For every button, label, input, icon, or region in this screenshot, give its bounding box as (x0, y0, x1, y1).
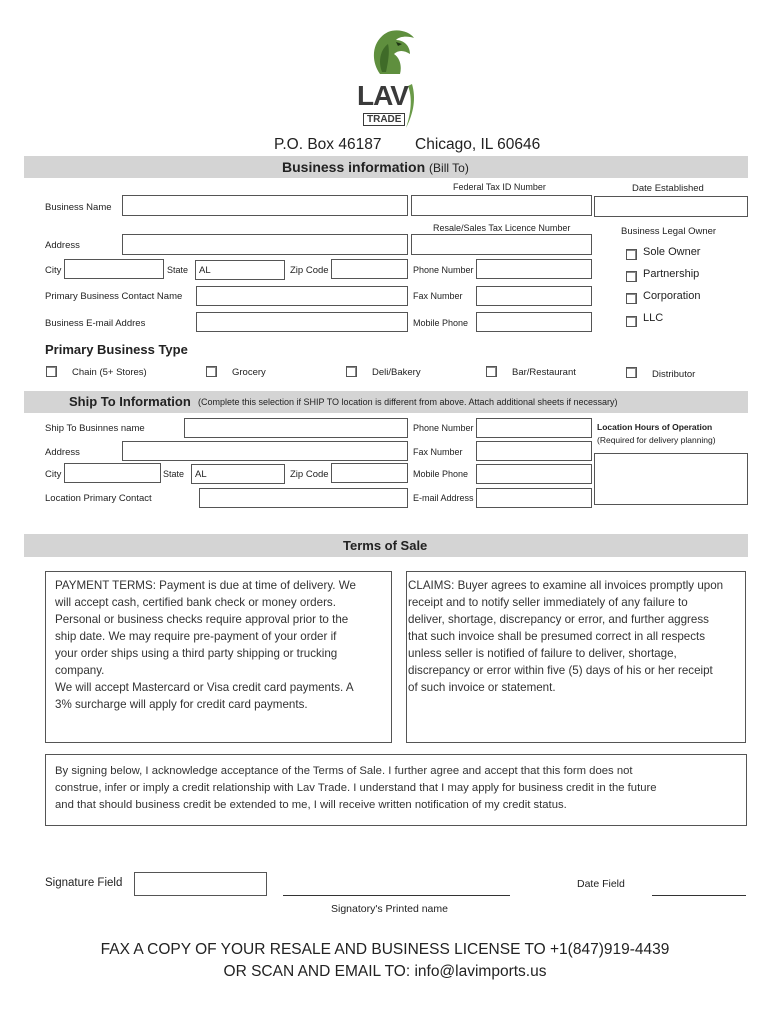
date-established-label: Date Established (632, 183, 704, 194)
zip-code-input[interactable] (331, 259, 408, 279)
logo-brand: LAV (357, 80, 408, 111)
payment-line: will accept cash, certified bank check or money orders. (55, 596, 336, 609)
ship-to-title: Ship To Information (69, 394, 191, 409)
payment-terms-box (45, 571, 392, 743)
date-line[interactable] (652, 895, 746, 896)
acknowledge-line: and that should business credit be extended to me, I will receive written notification of my credit status. (55, 799, 567, 811)
bill-to-text: (Bill To) (429, 161, 469, 175)
bar-restaurant-checkbox[interactable] (486, 366, 497, 377)
claims-line: deliver, shortage, discrepancy or error, and further aggress (408, 613, 709, 626)
sole-owner-label: Sole Owner (643, 246, 701, 258)
claims-line: of such invoice or statement. (408, 681, 556, 694)
resale-license-label: Resale/Sales Tax Licence Number (433, 223, 571, 233)
ship-name-input[interactable] (184, 418, 408, 438)
resale-license-input[interactable] (411, 234, 592, 255)
mobile-input[interactable] (476, 312, 592, 332)
federal-tax-id-label: Federal Tax ID Number (453, 182, 546, 192)
ship-email-label: E-mail Address (413, 493, 474, 503)
ship-phone-label: Phone Number (413, 423, 474, 433)
ship-zip-input[interactable] (331, 463, 408, 483)
distributor-label: Distributor (652, 369, 696, 380)
ship-name-label: Ship To Businnes name (45, 423, 145, 434)
footer-email: OR SCAN AND EMAIL TO: info@lavimports.us (223, 963, 547, 980)
llc-checkbox[interactable] (626, 316, 637, 327)
ship-city-input[interactable] (64, 463, 161, 483)
ship-state-select[interactable]: AL (191, 464, 285, 484)
legal-owner-label: Business Legal Owner (621, 226, 717, 237)
primary-contact-input[interactable] (196, 286, 408, 306)
claims-line: unless seller is notified of failure to deliver, shortage, (408, 647, 677, 660)
bar-restaurant-label: Bar/Restaurant (512, 367, 576, 378)
claims-line: that such invoice shall be presumed correct in all respects (408, 630, 706, 643)
acknowledge-line: By signing below, I acknowledge acceptance of the Terms of Sale. I further agree and accept that this form does not (55, 765, 633, 777)
partnership-label: Partnership (643, 268, 700, 280)
business-info-title-text: Business information (282, 159, 426, 175)
hours-label: Location Hours of Operation (597, 422, 713, 432)
grocery-label: Grocery (232, 367, 266, 378)
ship-email-input[interactable] (476, 488, 592, 508)
llc-label: LLC (643, 312, 664, 324)
business-name-input[interactable] (122, 195, 408, 216)
state-label: State (167, 265, 189, 275)
primary-contact-label: Primary Business Contact Name (45, 291, 183, 302)
claims-box (406, 571, 746, 743)
business-email-label: Business E-mail Addres (45, 318, 146, 329)
city-line: Chicago, IL 60646 (415, 136, 541, 153)
chain-label: Chain (5+ Stores) (72, 367, 147, 378)
ship-mobile-label: Mobile Phone (413, 469, 469, 479)
ship-mobile-input[interactable] (476, 464, 592, 484)
state-select[interactable]: AL (195, 260, 285, 280)
claims-line: discrepancy or error within five (5) days of his or her receipt (408, 664, 713, 677)
city-label: City (45, 265, 62, 276)
date-label: Date Field (577, 878, 625, 890)
claims-line: CLAIMS: Buyer agrees to examine all invoices promptly upon (408, 579, 724, 592)
corporation-label: Corporation (643, 290, 701, 302)
deli-bakery-label: Deli/Bakery (372, 367, 421, 378)
grocery-checkbox[interactable] (206, 366, 217, 377)
chain-checkbox[interactable] (46, 366, 57, 377)
zip-code-label: Zip Code (290, 265, 329, 276)
hours-note: (Required for delivery planning) (597, 435, 716, 445)
terms-title: Terms of Sale (343, 538, 428, 553)
payment-line: ship date. We may require pre-payment of your order if (55, 630, 337, 643)
payment-line: 3% surcharge will apply for credit card payments. (55, 698, 308, 711)
signature-label: Signature Field (45, 877, 123, 889)
payment-line: Personal or business checks require approval prior to the (55, 613, 349, 626)
payment-line: company. (55, 664, 105, 677)
ship-phone-input[interactable] (476, 418, 592, 438)
printed-name-line[interactable] (283, 895, 510, 896)
corporation-checkbox[interactable] (626, 293, 637, 304)
business-email-input[interactable] (196, 312, 408, 332)
ship-address-label: Address (45, 447, 80, 458)
ship-address-input[interactable] (122, 441, 408, 461)
payment-line: PAYMENT TERMS: Payment is due at time of delivery. We (55, 579, 356, 592)
address-input[interactable] (122, 234, 408, 255)
fax-label: Fax Number (413, 291, 463, 301)
business-type-title: Primary Business Type (45, 342, 188, 357)
deli-bakery-checkbox[interactable] (346, 366, 357, 377)
po-box: P.O. Box 46187 (274, 136, 382, 153)
sole-owner-checkbox[interactable] (626, 249, 637, 260)
footer-fax: FAX A COPY OF YOUR RESALE AND BUSINESS LICENSE TO +1(847)919-4439 (100, 941, 670, 958)
ship-contact-label: Location Primary Contact (45, 493, 152, 504)
claims-line: receipt and to notify seller immediately of any failure to (408, 596, 688, 609)
ship-fax-label: Fax Number (413, 447, 463, 457)
business-name-label: Business Name (45, 202, 112, 213)
ship-city-label: City (45, 469, 62, 480)
acknowledgement-box (45, 754, 747, 826)
acknowledge-line: construe, infer or imply a credit relationship with Lav Trade. I understand that I may apply for business credit in the future (55, 782, 657, 794)
mobile-label: Mobile Phone (413, 318, 469, 328)
address-label: Address (45, 240, 80, 251)
federal-tax-id-input[interactable] (411, 195, 592, 216)
partnership-checkbox[interactable] (626, 271, 637, 282)
phone-label: Phone Number (413, 265, 474, 275)
city-input[interactable] (64, 259, 164, 279)
ship-zip-label: Zip Code (290, 469, 329, 480)
date-established-input[interactable] (594, 196, 748, 217)
signature-input[interactable] (134, 872, 267, 896)
logo-sub: TRADE (363, 113, 405, 126)
business-info-title (282, 159, 469, 175)
distributor-checkbox[interactable] (626, 367, 637, 378)
payment-line: We will accept Mastercard or Visa credit card payments. A (55, 681, 354, 694)
phone-input[interactable] (476, 259, 592, 279)
payment-line: your order ships using a third party shipping or trucking (55, 647, 338, 660)
ship-state-label: State (163, 469, 185, 479)
ship-to-note: (Complete this selection if SHIP TO location is different from above. Attach additional sheets if necessary) (198, 397, 618, 407)
ship-fax-input[interactable] (476, 441, 592, 461)
fax-input[interactable] (476, 286, 592, 306)
ship-contact-input[interactable] (199, 488, 408, 508)
printed-name-label: Signatory's Printed name (331, 903, 448, 915)
hours-input[interactable] (594, 453, 748, 505)
